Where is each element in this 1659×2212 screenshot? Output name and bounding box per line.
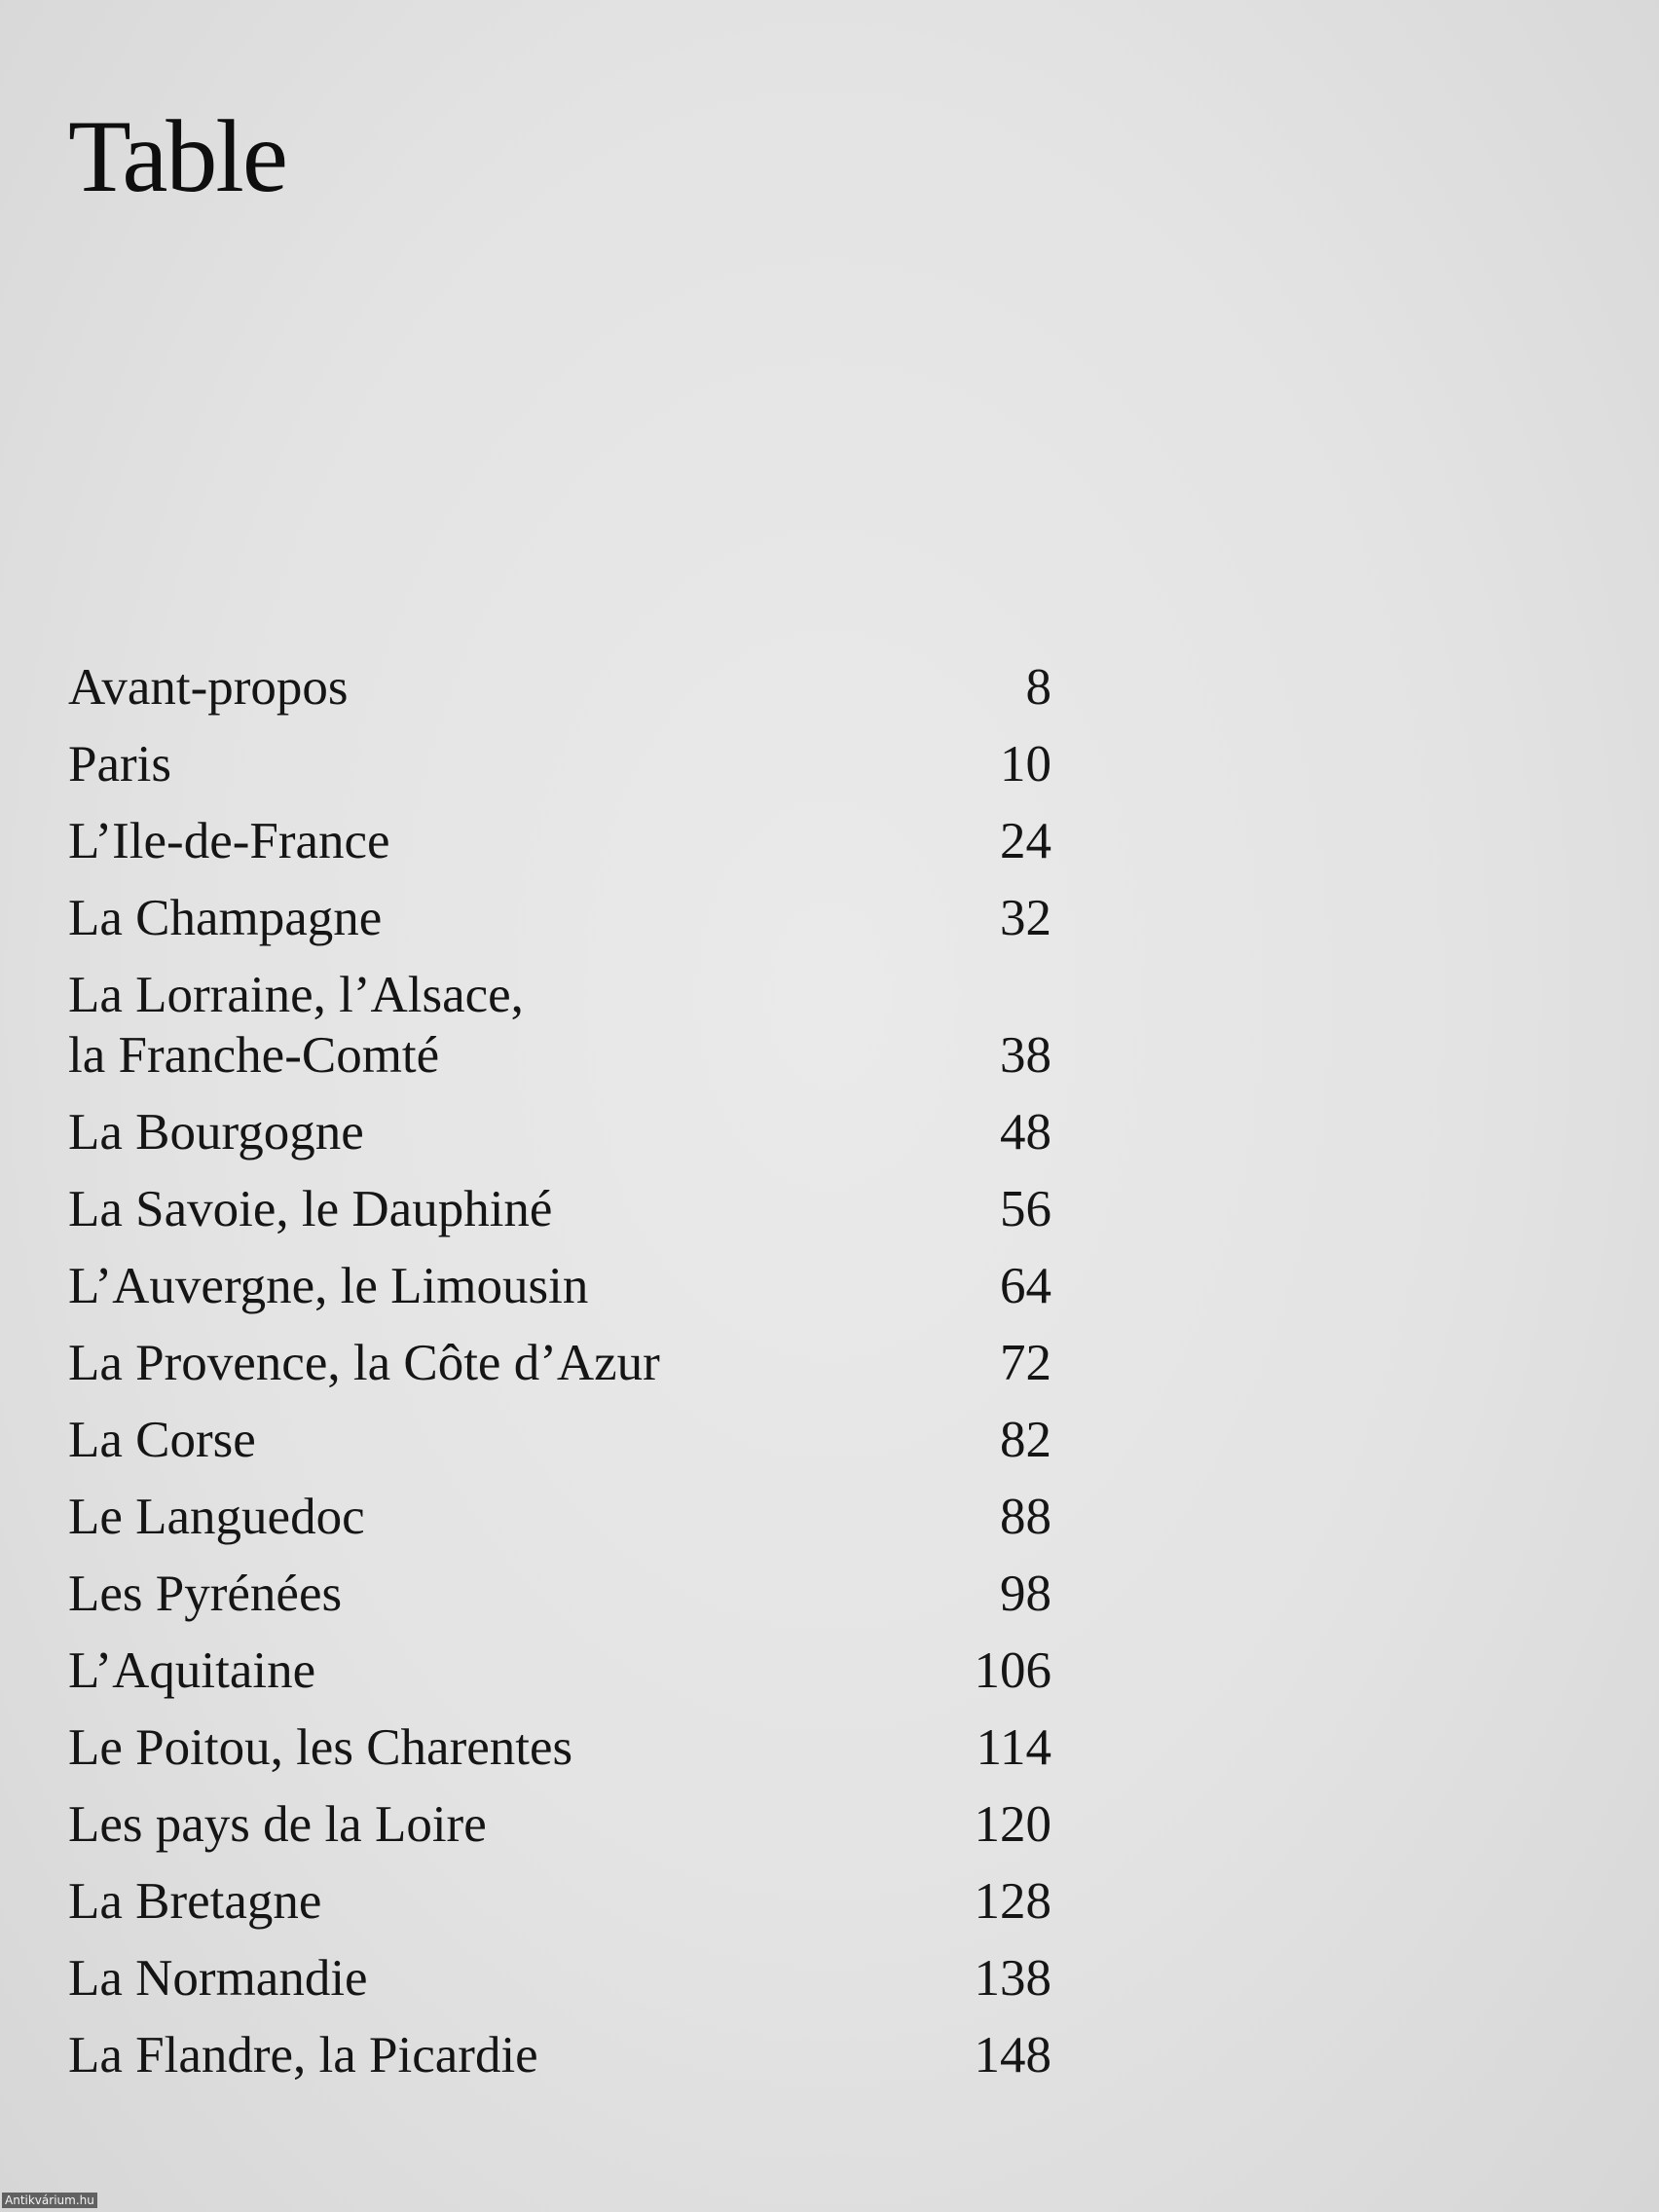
toc-entry-label: Les Pyrénées [68, 1566, 343, 1622]
toc-entry [68, 1239, 1051, 1316]
toc-entry-page: 24 [1000, 813, 1051, 869]
toc-entry-label: La Savoie, le Dauphiné [68, 1181, 553, 1237]
toc-entry-label: Paris [68, 736, 171, 793]
toc-entry-label: L’Ile-de-France [68, 813, 390, 869]
toc-entry [68, 1778, 1051, 1855]
toc-entry [68, 1162, 1051, 1239]
toc-entry [68, 1316, 1051, 1393]
toc-entry-page: 56 [1000, 1181, 1051, 1237]
toc-entry-label: Avant-propos [68, 659, 349, 716]
toc-entry-label: Les pays de la Loire [68, 1796, 487, 1853]
toc-entry-label: L’Aquitaine [68, 1642, 316, 1699]
toc-entry [68, 1932, 1051, 2009]
toc-entry [68, 871, 1051, 948]
toc-entry-label: La Bourgogne [68, 1104, 364, 1161]
toc-entry-page: 48 [1000, 1104, 1051, 1161]
toc-entry [68, 1855, 1051, 1932]
toc-entry-page: 10 [1000, 736, 1051, 793]
toc-entry [68, 641, 1051, 718]
toc-entry [68, 718, 1051, 794]
toc-entry [68, 1624, 1051, 1701]
toc-entry-label: La Bretagne [68, 1873, 322, 1930]
toc-entry-label: La Provence, la Côte d’Azur [68, 1335, 660, 1391]
toc-entry-page: 82 [1000, 1412, 1051, 1468]
toc-entry-page: 88 [1000, 1489, 1051, 1545]
page-title: Table [68, 99, 286, 213]
toc-entry [68, 794, 1051, 871]
toc-entry-page: 64 [1000, 1258, 1051, 1314]
toc-entry-page: 8 [1025, 659, 1051, 716]
toc-entry-page: 106 [974, 1642, 1051, 1699]
toc-entry-label: La Normandie [68, 1950, 368, 2007]
toc-entry-page: 148 [974, 2027, 1051, 2083]
toc-entry [68, 948, 1051, 1086]
toc-entry [68, 1086, 1051, 1162]
toc-entry-page: 138 [974, 1950, 1051, 2007]
toc-entry-page: 72 [1000, 1335, 1051, 1391]
toc-entry [68, 1701, 1051, 1778]
toc-entry-page: 32 [1000, 890, 1051, 946]
toc-entry-page: 98 [1000, 1566, 1051, 1622]
toc-entry-label: L’Auvergne, le Limousin [68, 1258, 589, 1314]
toc-entry-page: 128 [974, 1873, 1051, 1930]
toc-entry-label: La Corse [68, 1412, 256, 1468]
toc-entry-page: 114 [976, 1719, 1051, 1776]
toc-entry-page: 120 [974, 1796, 1051, 1853]
toc-entry [68, 1547, 1051, 1624]
toc-entry-label: La Champagne [68, 890, 383, 946]
toc-entry [68, 1393, 1051, 1470]
toc-entry-label: La Flandre, la Picardie [68, 2027, 538, 2083]
watermark: Antikvárium.hu [2, 2193, 97, 2208]
toc-entry-label: Le Languedoc [68, 1489, 365, 1545]
toc-entry-label: La Lorraine, l’Alsace, la Franche-Comté [68, 967, 524, 1084]
table-of-contents [68, 641, 1051, 2085]
toc-entry [68, 2009, 1051, 2085]
toc-entry-page: 38 [1000, 1027, 1051, 1084]
toc-entry-label: Le Poitou, les Charentes [68, 1719, 573, 1776]
toc-entry [68, 1470, 1051, 1547]
